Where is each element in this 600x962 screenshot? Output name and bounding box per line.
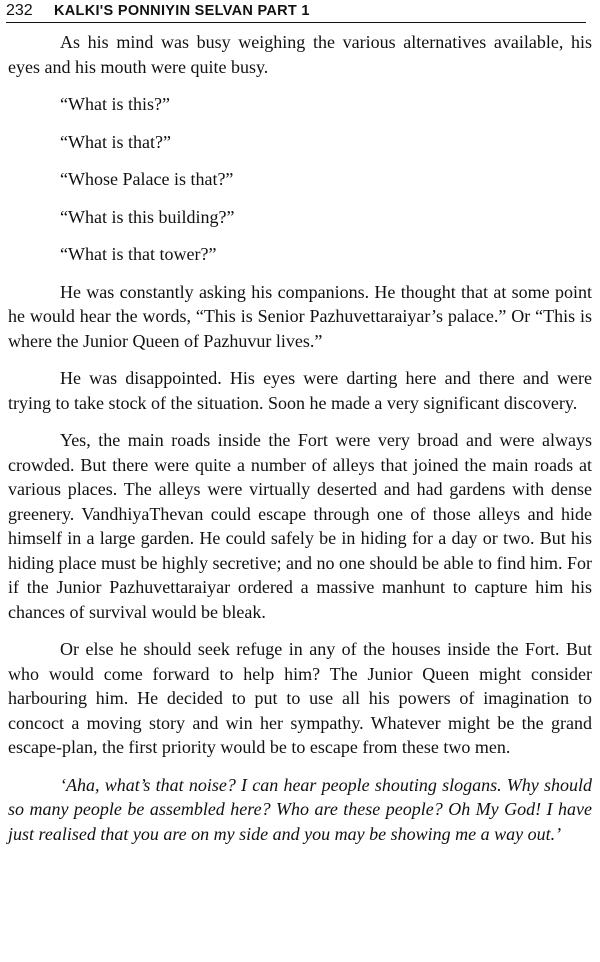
paragraph-2: He was constantly asking his companions. He thought that at some point he would hear the words, “This is Senior Pazhuvettaraiyar’s palace.” Or “This is where the Junior Queen of Pazhuvur lives.” bbox=[8, 281, 592, 351]
dialogue-line-3: “Whose Palace is that?” bbox=[60, 169, 234, 189]
paragraph-6-italic: ‘Aha, what’s that noise? I can hear people shouting slogans. Why should so many people be assembled here? Who are these people? Oh My God! I have just realised that you are on my side and you may be showing me a way out.’ bbox=[8, 774, 592, 844]
dialogue-line-1: “What is this?” bbox=[60, 94, 170, 114]
paragraph-1: As his mind was busy weighing the various alternatives available, his eyes and his mouth were quite busy. bbox=[8, 32, 592, 77]
dialogue-line-5: “What is that tower?” bbox=[60, 244, 217, 264]
dialogue-line-2: “What is that?” bbox=[60, 131, 171, 152]
page-body bbox=[8, 30, 592, 859]
running-head: KALKI'S PONNIYIN SELVAN PART 1 bbox=[54, 3, 310, 19]
page-header bbox=[6, 0, 586, 23]
paragraph-5: Or else he should seek refuge in any of the houses inside the Fort. But who would come forward to help him? The Junior Queen might consider harbouring him. He decided to put to use all his powers of imagination to concoct a moving story and win her sympathy. Whatever might be the grand escape-plan, the first priority would be to escape from these two men. bbox=[8, 639, 592, 757]
page-number: 232 bbox=[6, 2, 33, 19]
paragraph-3: He was disappointed. His eyes were darting here and there and were trying to take stock of the situation. Soon he made a very significant discovery. bbox=[8, 368, 592, 413]
dialogue-line-4: “What is this building?” bbox=[60, 206, 235, 227]
paragraph-4: Yes, the main roads inside the Fort were very broad and were always crowded. But there were quite a number of alleys that joined the main roads at various places. The alleys were virtually deserted and had gardens with dense greenery. VandhiyaThevan could escape through one of those alleys and hide himself in a large garden. He could safely be in hiding for a day or two. But his hiding place must be highly secretive; and no one should be able to find him. For if the Junior Pazhuvettaraiyar ordered a massive manhunt to capture him his chances of survival would be bleak. bbox=[8, 430, 592, 622]
